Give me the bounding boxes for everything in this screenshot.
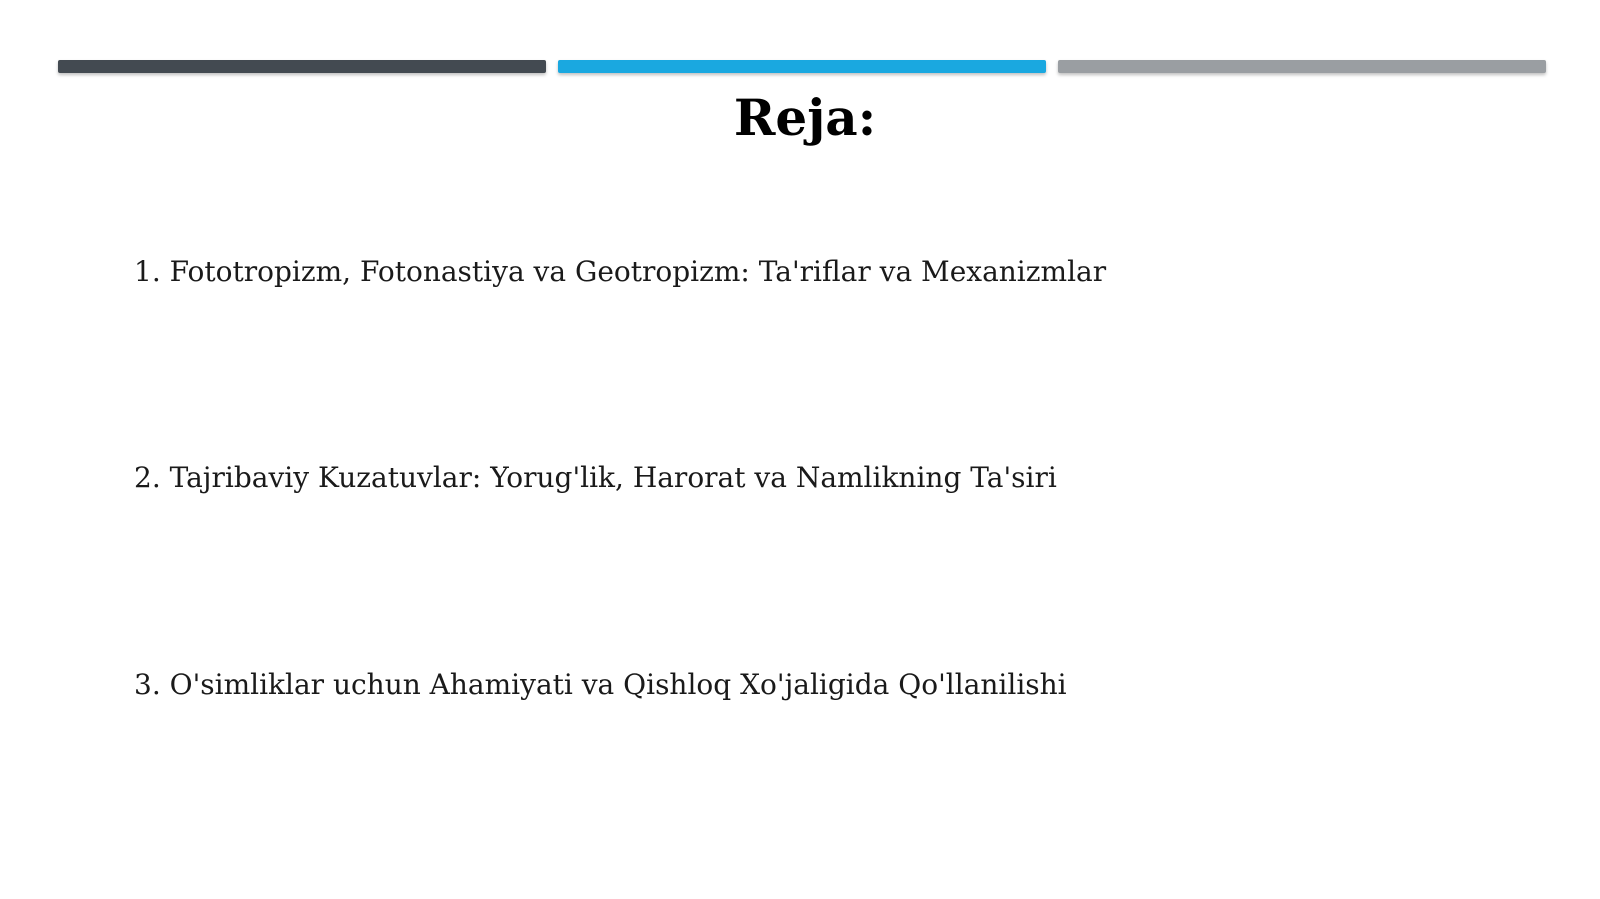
header-bar-blue	[558, 60, 1046, 73]
header-bar-dark	[58, 60, 546, 73]
plan-item-3: 3. O'simliklar uchun Ahamiyati va Qishloq Xo'jaligida Qo'llanilishi	[134, 668, 1067, 701]
slide-title: Reja:	[733, 88, 877, 147]
plan-item-2: 2. Tajribaviy Kuzatuvlar: Yorug'lik, Harorat va Namlikning Ta'siri	[134, 461, 1057, 494]
header-bar-gray	[1058, 60, 1546, 73]
plan-item-1: 1. Fototropizm, Fotonastiya va Geotropizm: Ta'riflar va Mexanizmlar	[134, 255, 1107, 288]
header-bars	[58, 60, 1546, 74]
